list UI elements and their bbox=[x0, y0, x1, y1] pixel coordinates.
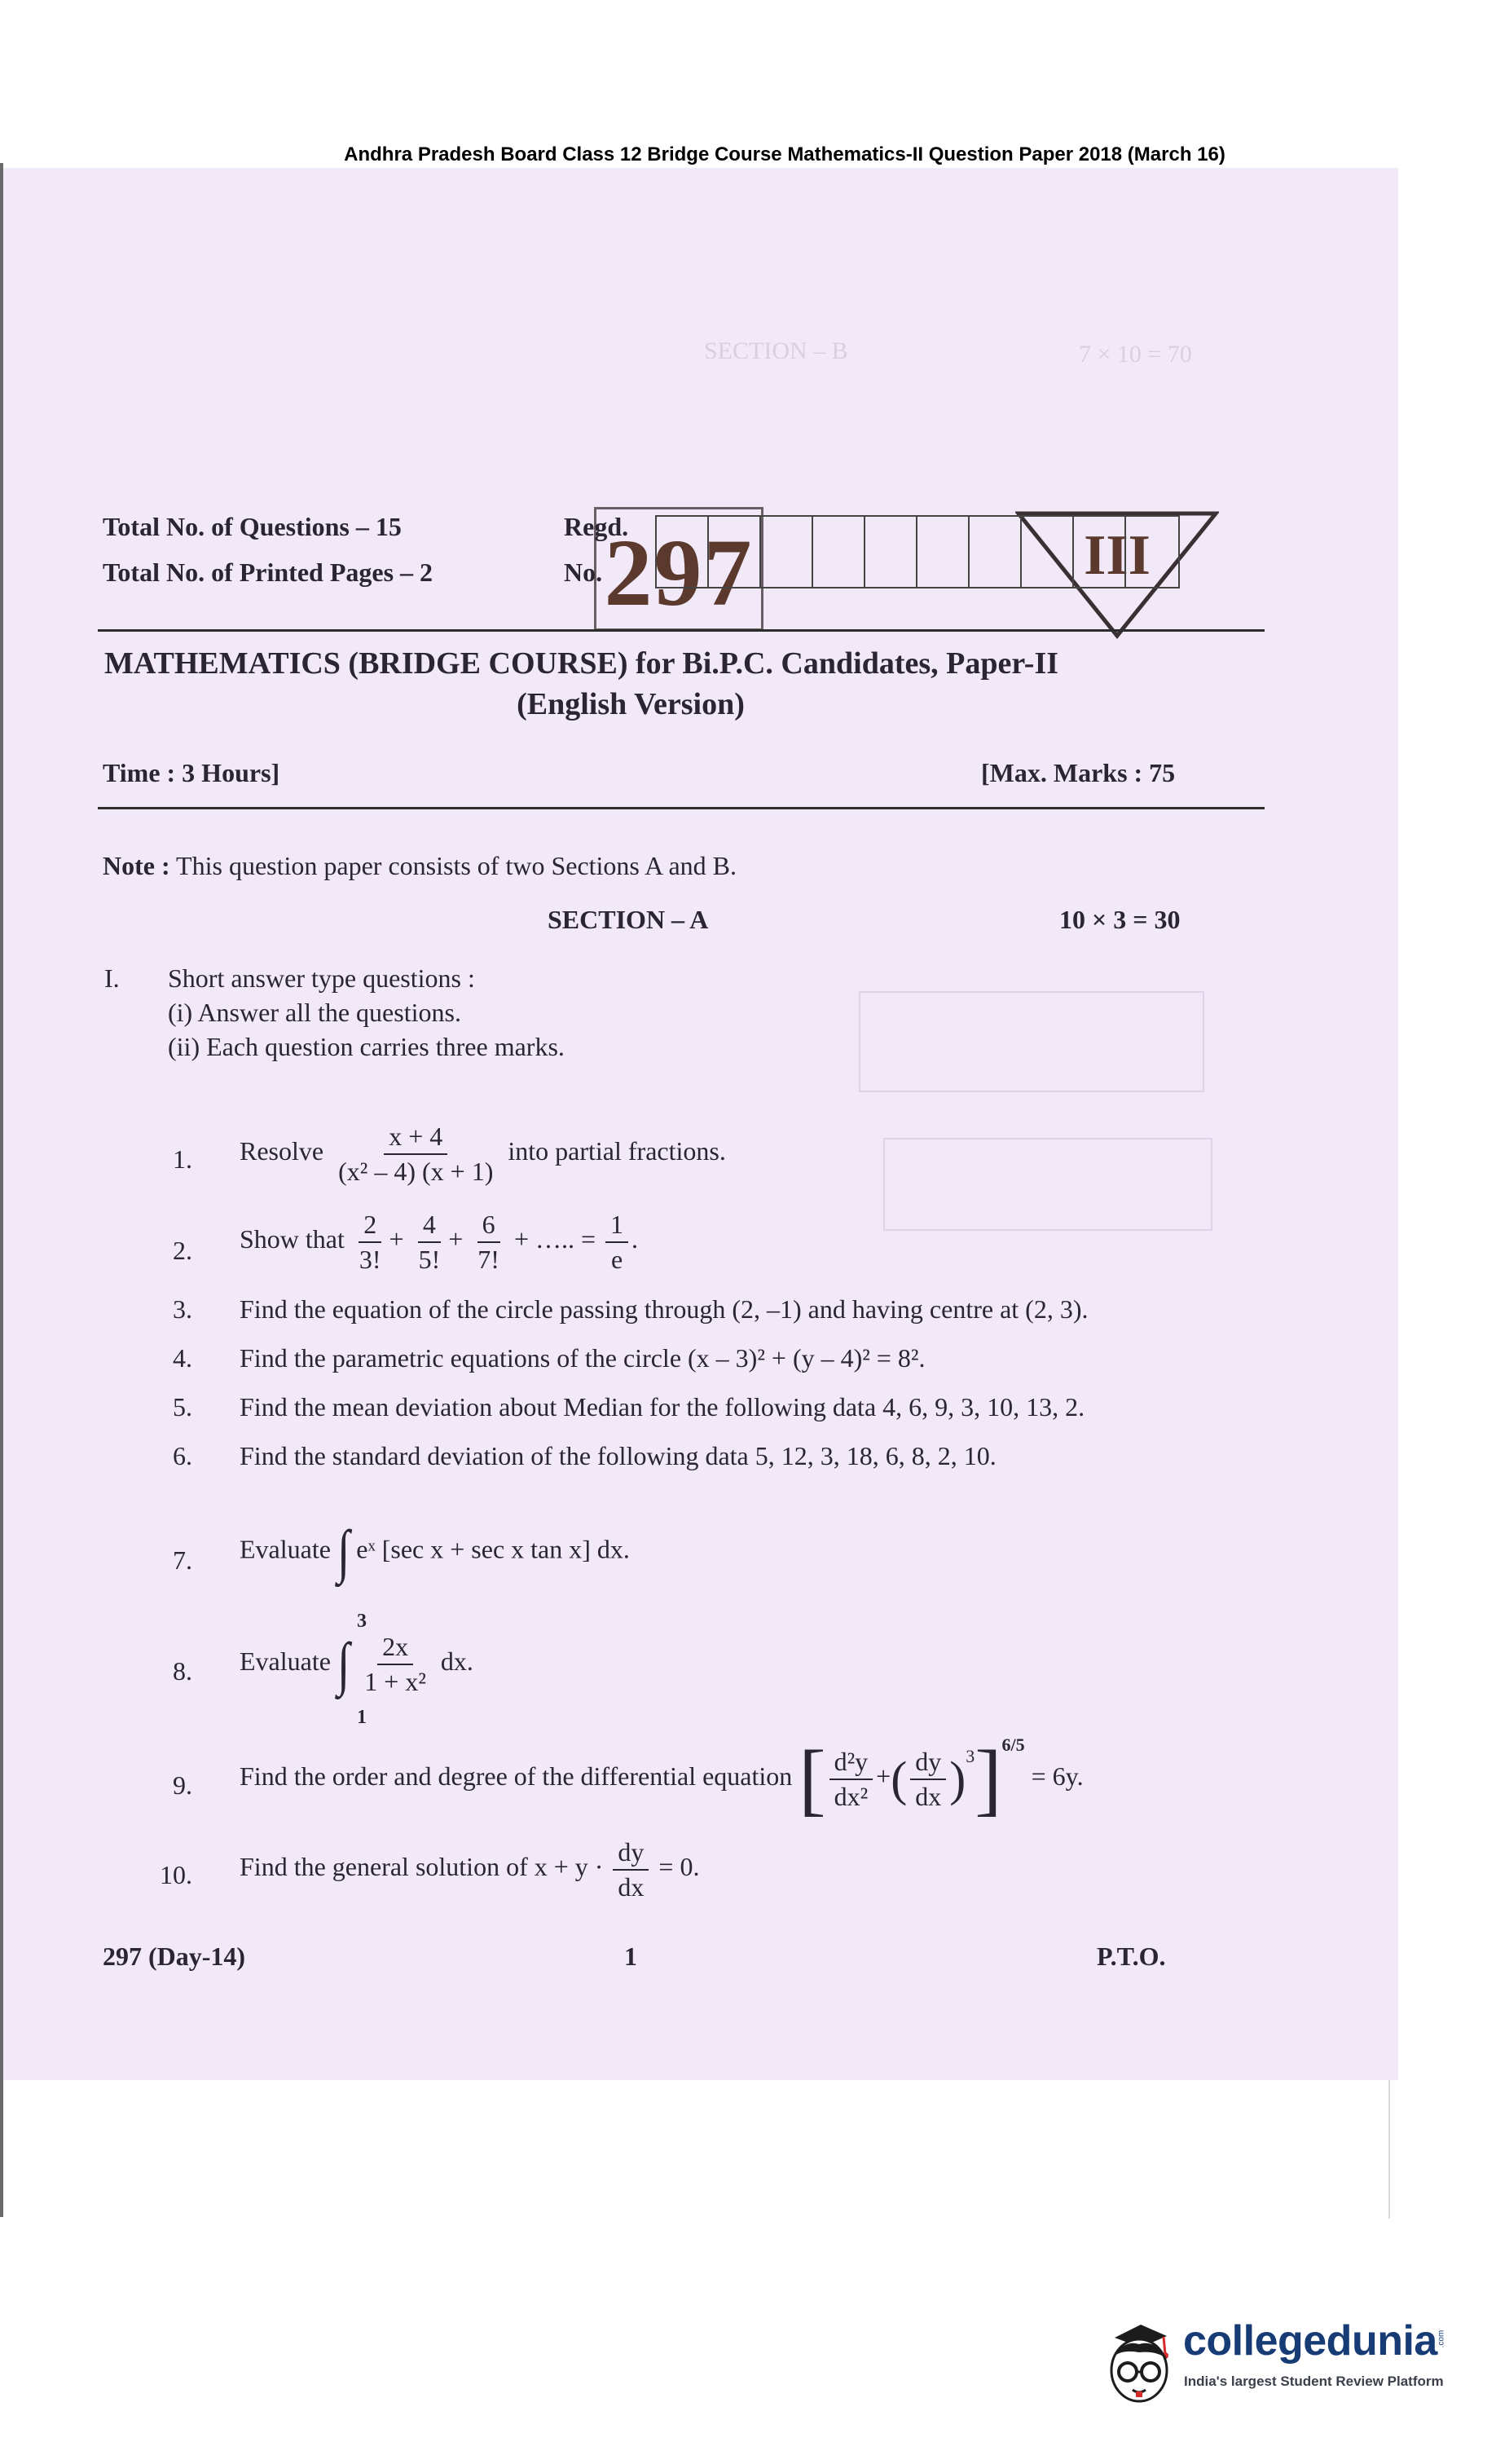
q10-prefix: Find the general solution of bbox=[240, 1852, 528, 1882]
regd-digit-box[interactable] bbox=[1022, 517, 1074, 587]
q2-middle: + ….. = bbox=[513, 1224, 596, 1254]
page-header: Andhra Pradesh Board Class 12 Bridge Course Mathematics-II Question Paper 2018 (March 16) bbox=[344, 143, 1225, 165]
q8-prefix: Evaluate bbox=[240, 1646, 331, 1677]
logo-wordmark: collegedunia bbox=[1183, 2317, 1437, 2365]
total-questions: Total No. of Questions – 15 bbox=[103, 512, 402, 541]
collegedunia-logo[interactable] bbox=[1092, 2307, 1467, 2413]
instruction-1: (i) Answer all the questions. bbox=[168, 998, 461, 1027]
question-5: Find the mean deviation about Median for the following data 4, 6, 9, 3, 10, 13, 2. bbox=[240, 1392, 1085, 1422]
q2-term-2: $\frac{4}{5!}$ bbox=[418, 1210, 441, 1274]
mascot-icon bbox=[1092, 2307, 1181, 2413]
regd-digit-box[interactable] bbox=[1126, 517, 1178, 587]
regd-digit-box[interactable] bbox=[970, 517, 1022, 587]
q2-term-3: $\frac{6}{7!}$ bbox=[477, 1210, 499, 1274]
q9-prefix: Find the order and degree of the differential equation bbox=[240, 1761, 793, 1791]
q2-result: $\frac{1}{e}$ bbox=[605, 1210, 628, 1275]
q10-lhs: x + y · bbox=[534, 1852, 604, 1882]
question-2-number: 2. bbox=[173, 1236, 192, 1265]
part-heading: Short answer type questions : bbox=[168, 963, 475, 993]
time-allowed: Time : 3 Hours] bbox=[103, 758, 280, 787]
regd-label: Regd. bbox=[564, 512, 629, 541]
question-9: Find the order and degree of the differential equation [ $\frac{\text{d²y}}{\text{dx²}}$ +( $\frac{dy}{dx}$ )$^3$]$^{6/5}$ = 6y. bbox=[240, 1733, 1084, 1824]
question-4-number: 4. bbox=[173, 1343, 192, 1373]
q9-outer-exponent: 6/5 bbox=[1001, 1734, 1025, 1755]
bleed-through: SECTION – B bbox=[704, 337, 848, 364]
q1-prefix: Resolve bbox=[240, 1136, 324, 1166]
regd-digit-box[interactable] bbox=[657, 517, 709, 587]
question-3-number: 3. bbox=[173, 1294, 192, 1324]
q1-suffix: into partial fractions. bbox=[508, 1136, 726, 1166]
question-paper bbox=[3, 168, 1398, 2080]
paper-set: III bbox=[1084, 524, 1151, 587]
q10-rhs: = 0. bbox=[658, 1852, 700, 1882]
max-marks: [Max. Marks : 75 bbox=[981, 758, 1176, 787]
q1-fraction bbox=[333, 1122, 498, 1187]
regd-digit-box[interactable] bbox=[917, 517, 970, 587]
question-5-number: 5. bbox=[173, 1392, 192, 1422]
q2-term-1: $\frac{2}{3!}$ bbox=[359, 1210, 381, 1274]
paper-subtitle: (English Version) bbox=[517, 687, 745, 721]
question-1 bbox=[240, 1122, 726, 1187]
question-9-number: 9. bbox=[173, 1770, 192, 1800]
divider bbox=[98, 629, 1265, 632]
bleed-through-table bbox=[883, 1138, 1212, 1231]
part-number: I. bbox=[104, 963, 120, 993]
integral-icon: ∫ bbox=[337, 1631, 350, 1698]
q1-numerator: x + 4 bbox=[384, 1122, 447, 1155]
question-1-number: 1. bbox=[173, 1144, 192, 1174]
q8-fraction: $\frac{2x}{\text{1 + x²}}$ bbox=[364, 1632, 426, 1696]
q9-first-derivative: $\frac{dy}{dx}$ bbox=[910, 1747, 946, 1812]
regd-digit-box[interactable] bbox=[709, 517, 761, 587]
question-7-number: 7. bbox=[173, 1545, 192, 1575]
bleed-through: 7 × 10 = 70 bbox=[1079, 341, 1192, 368]
instruction-2: (ii) Each question carries three marks. bbox=[168, 1032, 565, 1061]
question-10 bbox=[240, 1837, 699, 1902]
question-2: Show that $\frac{2}{3!}$ + $\frac{4}{5!}$ + $\frac{6}{7!}$ + ….. = $\frac{1}{e}$ . bbox=[240, 1210, 639, 1274]
question-7 bbox=[240, 1519, 630, 1585]
page-number: 1 bbox=[624, 1942, 637, 1971]
q10-fraction: $\frac{dy}{dx}$ bbox=[613, 1837, 649, 1902]
q9-rhs: = 6y. bbox=[1031, 1761, 1084, 1791]
section-title: SECTION – A bbox=[548, 905, 709, 934]
paper-title: MATHEMATICS (BRIDGE COURSE) for Bi.P.C. Candidates, Paper-II bbox=[104, 646, 1059, 681]
logo-com: .com bbox=[1437, 2330, 1446, 2348]
note-text: This question paper consists of two Sections A and B. bbox=[176, 851, 737, 880]
q1-denominator: (x² – 4) (x + 1) bbox=[338, 1156, 494, 1186]
question-8 bbox=[240, 1632, 473, 1697]
regd-digit-box[interactable] bbox=[1074, 517, 1126, 587]
total-pages: Total No. of Printed Pages – 2 bbox=[103, 558, 433, 587]
q7-expression: eˣ [sec x + sec x tan x] dx. bbox=[356, 1534, 630, 1564]
q8-suffix: dx. bbox=[440, 1646, 473, 1677]
regd-digit-box[interactable] bbox=[761, 517, 813, 587]
q9-inner-exponent: 3 bbox=[966, 1746, 975, 1766]
divider bbox=[98, 807, 1265, 809]
pto: P.T.O. bbox=[1097, 1942, 1166, 1971]
section-marks: 10 × 3 = 30 bbox=[1059, 905, 1181, 934]
question-4: Find the parametric equations of the circle (x – 3)² + (y – 4)² = 8². bbox=[240, 1343, 926, 1373]
integral-icon: ∫ bbox=[337, 1519, 350, 1585]
q2-prefix: Show that bbox=[240, 1224, 345, 1254]
registration-number-boxes[interactable] bbox=[655, 515, 1180, 588]
note-label: Note : bbox=[103, 851, 170, 880]
regd-no-label: No. bbox=[564, 558, 603, 587]
q8-lower-limit: 1 bbox=[357, 1707, 367, 1728]
question-3: Find the equation of the circle passing through (2, –1) and having centre at (2, 3). bbox=[240, 1294, 1089, 1324]
q9-second-derivative: $\frac{\text{d²y}}{\text{dx²}}$ bbox=[829, 1747, 873, 1812]
q7-prefix: Evaluate bbox=[240, 1534, 331, 1564]
note bbox=[103, 851, 737, 881]
regd-digit-box[interactable] bbox=[865, 517, 917, 587]
paper-code: 297 bbox=[604, 519, 754, 626]
question-6: Find the standard deviation of the following data 5, 12, 3, 18, 6, 8, 2, 10. bbox=[240, 1441, 997, 1470]
paper-lower-edge bbox=[3, 2080, 1390, 2219]
q8-upper-limit: 3 bbox=[357, 1611, 367, 1632]
question-8-number: 8. bbox=[173, 1656, 192, 1686]
regd-digit-box[interactable] bbox=[813, 517, 865, 587]
question-6-number: 6. bbox=[173, 1441, 192, 1470]
question-10-number: 10. bbox=[160, 1860, 192, 1889]
footer-code: 297 (Day-14) bbox=[103, 1942, 246, 1971]
logo-tagline: India's largest Student Review Platform bbox=[1184, 2374, 1444, 2389]
bleed-through-table bbox=[859, 991, 1204, 1092]
